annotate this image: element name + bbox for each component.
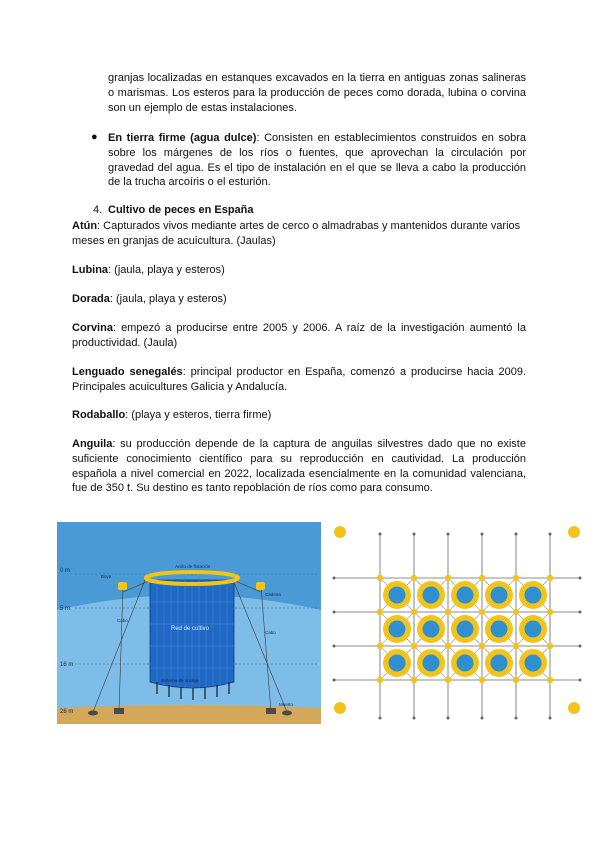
species-name: Lenguado senegalés [72, 366, 183, 378]
species-text: : (jaula, playa y esteros) [108, 264, 225, 276]
node-buoy [445, 575, 451, 581]
anchor-block [88, 711, 98, 716]
species-text: : (playa y esteros, tierra firme) [125, 409, 272, 421]
label-net: Red de cultivo [171, 626, 210, 632]
label-floating-ring: Anillo de flotación [175, 564, 211, 569]
species-anguila [72, 437, 526, 496]
cage-net [423, 621, 440, 638]
anchor-point [549, 717, 552, 720]
depth-label: 5 m [60, 606, 71, 612]
species-text: : Capturados vivos mediante artes de cerco o almadrabas y mantenidos durante varios meses en granjas de acuicultura. (Jaulas) [72, 220, 521, 247]
section-title: Cultivo de peces en España [108, 204, 254, 216]
cage-net [491, 587, 508, 604]
section-heading [93, 203, 254, 217]
species-lubina [72, 263, 526, 278]
node-buoy [547, 677, 553, 683]
species-dorada [72, 292, 526, 307]
cage-net [525, 655, 542, 672]
node-buoy [445, 677, 451, 683]
anchor-point [549, 533, 552, 536]
species-corvina [72, 321, 526, 351]
anchor-point [515, 717, 518, 720]
anchor-block [114, 708, 124, 714]
corner-buoy [334, 702, 346, 714]
anchor-point [333, 611, 336, 614]
cage-net [423, 655, 440, 672]
species-lenguado [72, 365, 526, 395]
cage-net [389, 587, 406, 604]
node-buoy [411, 609, 417, 615]
node-buoy [411, 575, 417, 581]
node-buoy [513, 609, 519, 615]
anchor-point [481, 717, 484, 720]
cage-net [457, 621, 474, 638]
buoy-icon [256, 582, 265, 590]
anchor-block [282, 711, 292, 716]
anchor-point [579, 645, 582, 648]
node-buoy [547, 643, 553, 649]
bullet-text: : Consisten en establecimientos construidos en sobra sobre los márgenes de los ríos o fuentes, que aprovechan la circulación por gravedad del agua. Es el tipo de instalación en el que se lleva a cabo la producción de la trucha arcoíris o el esturión. [108, 132, 526, 189]
bullet-title: En tierra firme (agua dulce) [108, 132, 257, 144]
depth-label: 16 m [60, 662, 74, 668]
section-number: 4. [93, 204, 103, 216]
anchor-point [579, 679, 582, 682]
anchor-point [579, 611, 582, 614]
node-buoy [445, 643, 451, 649]
node-buoy [479, 643, 485, 649]
node-buoy [445, 609, 451, 615]
species-name: Atún [72, 220, 98, 232]
node-buoy [547, 575, 553, 581]
cage-net [457, 655, 474, 672]
bullet-paragraph [108, 131, 526, 190]
label-buoy: Boya [101, 574, 112, 579]
buoy-icon [118, 582, 127, 590]
cage-net [389, 655, 406, 672]
cage-net [525, 587, 542, 604]
anchor-point [379, 533, 382, 536]
species-text: : (jaula, playa y esteros) [109, 293, 227, 305]
anchor-point [413, 717, 416, 720]
label-rope: Cabo [117, 618, 128, 623]
node-buoy [377, 609, 383, 615]
anchor-point [333, 577, 336, 580]
corner-buoy [334, 526, 346, 538]
anchor-point [447, 717, 450, 720]
label-sinker: Sistema de anclaje [161, 678, 200, 683]
anchor-point [579, 577, 582, 580]
node-buoy [547, 609, 553, 615]
corner-buoy [568, 526, 580, 538]
anchor-point [333, 679, 336, 682]
node-buoy [479, 677, 485, 683]
species-rodaballo [72, 408, 526, 423]
species-text: : principal productor en España, comenzó a producirse hacia 2009. Principales acuicultures Galicia y Andalucía. [72, 366, 527, 393]
anchor-point [515, 533, 518, 536]
anchor-point [333, 645, 336, 648]
label-chain: Cadena [265, 592, 281, 597]
anchor-block [266, 708, 276, 714]
species-name: Lubina [72, 264, 109, 276]
corner-buoy [568, 702, 580, 714]
node-buoy [479, 609, 485, 615]
cage-net [525, 621, 542, 638]
cage-net [457, 587, 474, 604]
species-name: Rodaballo [72, 409, 126, 421]
label-rope: Cabo [265, 630, 276, 635]
cage-net [491, 655, 508, 672]
node-buoy [377, 643, 383, 649]
species-name: Anguila [72, 438, 113, 450]
node-buoy [513, 643, 519, 649]
node-buoy [513, 575, 519, 581]
cage-net [423, 587, 440, 604]
bullet-item [91, 131, 526, 190]
species-text: : empezó a producirse entre 2005 y 2006. A raíz de la investigación aumentó la productividad. (Jaula) [72, 322, 526, 349]
species-text: : su producción depende de la captura de anguilas silvestres dado que no existe suficiente conocimiento científico para su reproducción en cautividad. La producción española a nivel comercial en 2022, localizada esencialmente en la comunidad valenciana, fue de 350 t. Su destino es tanto repoblación de ríos como para consumo. [72, 438, 526, 495]
node-buoy [377, 575, 383, 581]
cage-net [491, 621, 508, 638]
depth-label: 0 m [60, 568, 71, 574]
species-atun [72, 219, 526, 249]
anchor-point [481, 533, 484, 536]
node-buoy [513, 677, 519, 683]
bullet-dot: ● [91, 131, 98, 143]
anchor-point [447, 533, 450, 536]
node-buoy [479, 575, 485, 581]
anchor-point [379, 717, 382, 720]
intro-paragraph: granjas localizadas en estanques excavados en la tierra en antiguas zonas salineras o marismas. Los esteros para la producción de peces como dorada, lubina o corvina son un ejemplo de estas instalaciones. [108, 72, 526, 114]
anchor-point [413, 533, 416, 536]
species-name: Corvina [72, 322, 113, 334]
cage-grid-diagram [330, 522, 584, 724]
node-buoy [377, 677, 383, 683]
cage-net [389, 621, 406, 638]
depth-label: 28 m [60, 709, 74, 715]
cage-diagram [57, 522, 321, 724]
species-name: Dorada [72, 293, 110, 305]
node-buoy [411, 643, 417, 649]
node-buoy [411, 677, 417, 683]
label-weight: Muerto [279, 702, 294, 707]
